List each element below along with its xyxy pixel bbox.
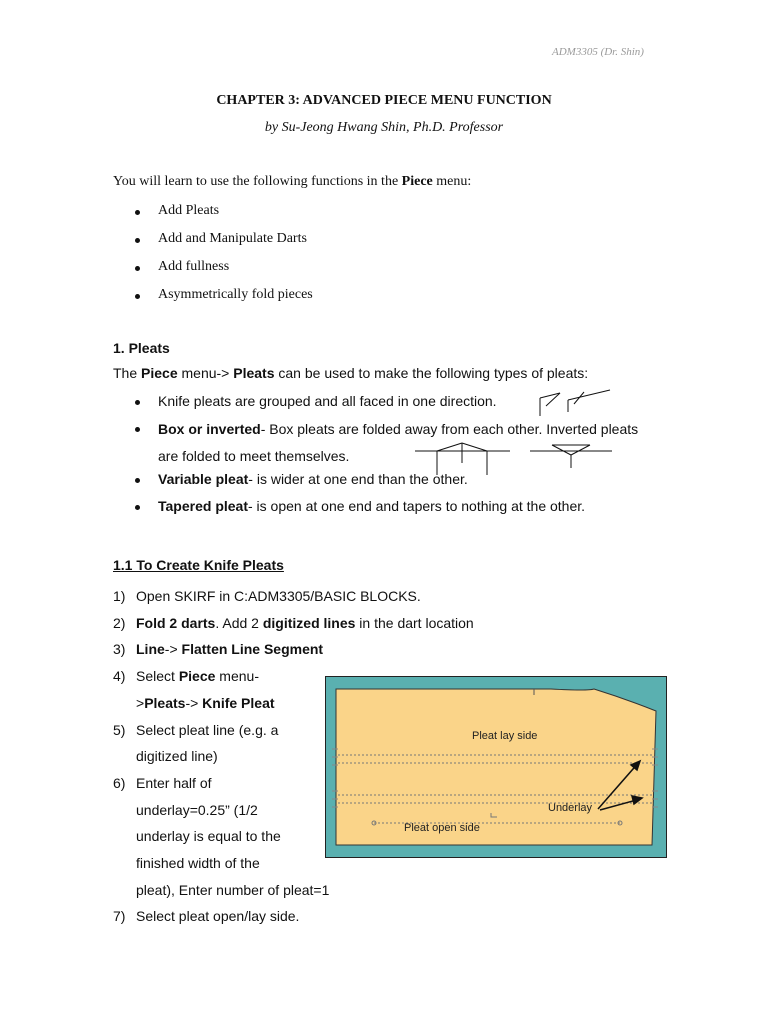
section-heading-knife-pleats: 1.1 To Create Knife Pleats bbox=[113, 557, 284, 573]
list-item: Add Pleats bbox=[135, 203, 313, 231]
pattern-piece bbox=[336, 689, 656, 845]
pleat-lay-side-label: Pleat lay side bbox=[472, 730, 538, 742]
list-item-variable bbox=[135, 471, 655, 499]
box-pleat-diagram bbox=[415, 441, 510, 477]
step-text: . Add 2 bbox=[215, 614, 263, 631]
tapered-text: - is open at one end and tapers to nothing at the other. bbox=[248, 498, 586, 514]
step-text: Select pleat line (e.g. a bbox=[136, 721, 279, 738]
step-number: 3) bbox=[113, 641, 126, 658]
step-bold: Knife Pleat bbox=[202, 694, 275, 711]
pleats-intro-prefix: The bbox=[113, 365, 142, 381]
piece-bold: Piece bbox=[141, 365, 178, 381]
step-number: 6) bbox=[113, 774, 126, 791]
pleats-bold: Pleats bbox=[233, 365, 275, 381]
step-3 bbox=[113, 636, 474, 663]
inverted-pleat-diagram bbox=[530, 441, 612, 471]
step-text: -> bbox=[164, 641, 182, 658]
underlay-label: Underlay bbox=[548, 802, 593, 814]
step-text: Select pleat open/lay side. bbox=[136, 908, 300, 925]
diagram-line bbox=[571, 445, 590, 455]
list-item: Asymmetrically fold pieces bbox=[135, 287, 313, 315]
step-2 bbox=[113, 610, 474, 637]
step-text: Select bbox=[136, 668, 179, 685]
author-byline: by Su-Jeong Hwang Shin, Ph.D. Professor bbox=[264, 120, 504, 135]
step-number: 2) bbox=[113, 614, 126, 631]
function-list bbox=[135, 203, 313, 315]
list-item-tapered bbox=[135, 498, 655, 526]
step-text: -> bbox=[185, 694, 203, 711]
step-bold: digitized lines bbox=[262, 614, 356, 631]
knife-text: Knife pleats are grouped and all faced in one direction. bbox=[158, 393, 497, 409]
box-text: - Box pleats are folded away from each other. Inverted pleats are folded to meet themselves. bbox=[158, 420, 639, 464]
step-7 bbox=[113, 903, 474, 930]
step-text: underlay is equal to the bbox=[136, 828, 281, 845]
step-text: menu- bbox=[215, 668, 259, 685]
pleat-screenshot-figure bbox=[325, 676, 667, 858]
intro-paragraph bbox=[113, 174, 471, 190]
list-item: Add and Manipulate Darts bbox=[135, 231, 313, 259]
step-bold: Fold 2 darts bbox=[136, 614, 216, 631]
step-number: 1) bbox=[113, 588, 126, 604]
box-bold: Box or inverted bbox=[158, 420, 261, 437]
step-text: in the dart location bbox=[355, 614, 474, 631]
variable-bold: Variable pleat bbox=[158, 470, 249, 487]
step-bold: Piece bbox=[178, 668, 216, 685]
step-text: pleat), Enter number of pleat=1 bbox=[136, 881, 330, 898]
diagram-line bbox=[552, 445, 571, 455]
step-text: underlay=0.25” (1/2 bbox=[136, 801, 258, 818]
running-header: ADM3305 (Dr. Shin) bbox=[552, 46, 644, 58]
pleat-open-side-label: Pleat open side bbox=[404, 822, 480, 834]
tapered-bold: Tapered pleat bbox=[158, 498, 248, 514]
intro-piece-bold: Piece bbox=[401, 174, 433, 189]
diagram-line bbox=[568, 390, 610, 400]
step-1 bbox=[113, 583, 474, 610]
step-text: Open SKIRF in C:ADM3305/BASIC BLOCKS. bbox=[136, 588, 421, 604]
step-bold: Pleats bbox=[144, 694, 186, 711]
diagram-line bbox=[437, 443, 462, 451]
step-number: 7) bbox=[113, 908, 126, 925]
intro-text-after: menu: bbox=[432, 174, 472, 189]
step-number: 5) bbox=[113, 721, 126, 738]
step-text: digitized line) bbox=[136, 748, 218, 765]
intro-text-before: You will learn to use the following functions in the bbox=[113, 174, 402, 189]
pleats-intro-suffix: can be used to make the following types of pleats: bbox=[274, 365, 589, 381]
step-text: Enter half of bbox=[136, 774, 212, 791]
step-bold: Flatten Line Segment bbox=[181, 641, 324, 658]
chapter-title: CHAPTER 3: ADVANCED PIECE MENU FUNCTION bbox=[216, 93, 552, 108]
variable-text: - is wider at one end than the other. bbox=[248, 470, 468, 487]
step-text: finished width of the bbox=[136, 855, 260, 872]
diagram-line bbox=[462, 443, 487, 451]
list-item: Add fullness bbox=[135, 259, 313, 287]
step-text: > bbox=[136, 694, 145, 711]
step-bold: Line bbox=[136, 641, 165, 658]
pleats-intro bbox=[113, 365, 588, 381]
section-heading-pleats: 1. Pleats bbox=[113, 340, 170, 356]
step-number: 4) bbox=[113, 668, 126, 685]
knife-pleat-diagram bbox=[538, 388, 613, 418]
pattern-piece-drawing bbox=[326, 677, 668, 859]
pleats-intro-mid: menu-> bbox=[177, 365, 234, 381]
